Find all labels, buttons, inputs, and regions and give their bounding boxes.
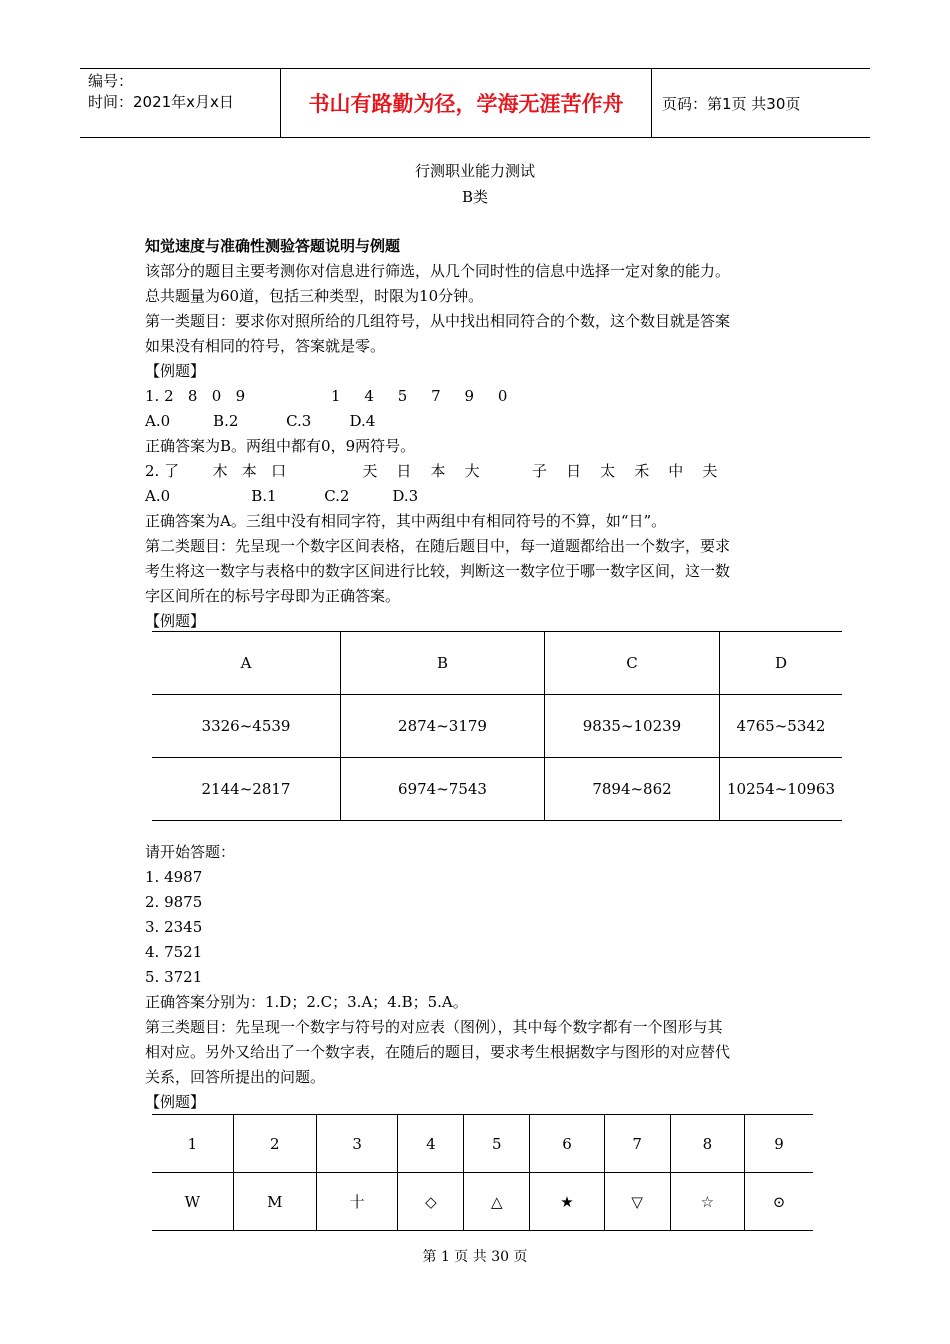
example-label: 【例题】 bbox=[145, 612, 206, 630]
number-cell: 3 bbox=[316, 1115, 398, 1173]
question-1-options: A.0 B.2 C.3 D.4 bbox=[145, 412, 376, 430]
doc-body-continued bbox=[145, 840, 825, 1115]
number-cell: 5 bbox=[464, 1115, 530, 1173]
table-row bbox=[152, 695, 842, 758]
page-footer: 第 1 页 共 30 页 bbox=[422, 1249, 528, 1265]
page-header bbox=[80, 68, 870, 138]
number-cell: 2 bbox=[233, 1115, 316, 1173]
practice-question: 4. 7521 bbox=[145, 943, 203, 961]
paragraph: 关系，回答所提出的问题。 bbox=[145, 1068, 326, 1086]
symbol-cell: ★ bbox=[530, 1173, 605, 1231]
number-cell: 6 bbox=[530, 1115, 605, 1173]
range-table bbox=[152, 631, 842, 821]
table-cell: 4765~5342 bbox=[720, 695, 843, 758]
header-page-info: 页码：第1页 共30页 bbox=[662, 94, 801, 113]
paragraph: 该部分的题目主要考测你对信息进行筛选，从几个同时性的信息中选择一定对象的能力。 bbox=[145, 262, 731, 280]
symbol-cell: ◇ bbox=[398, 1173, 464, 1231]
doc-subtitle: B类 bbox=[461, 188, 489, 206]
table-cell: 3326~4539 bbox=[152, 695, 341, 758]
table-cell: 2144~2817 bbox=[152, 758, 341, 821]
symbol-table bbox=[152, 1114, 813, 1231]
symbol-cell: ☆ bbox=[670, 1173, 745, 1231]
number-cell: 9 bbox=[745, 1115, 813, 1173]
table-row bbox=[152, 758, 842, 821]
paragraph: 第一类题目：要求你对照所给的几组符号，从中找出相同符合的个数，这个数目就是答案 bbox=[145, 312, 731, 330]
number-cell: 1 bbox=[152, 1115, 233, 1173]
practice-question: 5. 3721 bbox=[145, 968, 203, 986]
number-label: 编号： bbox=[88, 72, 134, 90]
question-2: 2. 了 木 本 口 天 日 本 大 子 日 太 禾 中 夫 bbox=[145, 462, 718, 480]
doc-title: 行测职业能力测试 bbox=[414, 162, 535, 180]
table-header-cell: C bbox=[545, 632, 720, 695]
symbol-cell: M bbox=[233, 1173, 316, 1231]
paragraph: 总共题量为60道，包括三种类型，时限为10分钟。 bbox=[145, 287, 484, 305]
symbol-cell: 十 bbox=[316, 1173, 398, 1231]
practice-question: 1. 4987 bbox=[145, 868, 203, 886]
table-cell: 9835~10239 bbox=[545, 695, 720, 758]
doc-body bbox=[145, 234, 825, 634]
symbol-cell: W bbox=[152, 1173, 233, 1231]
paragraph: 字区间所在的标号字母即为正确答案。 bbox=[145, 587, 401, 605]
practice-question: 2. 9875 bbox=[145, 893, 203, 911]
paragraph: 第二类题目：先呈现一个数字区间表格，在随后题目中，每一道题都给出一个数字，要求 bbox=[145, 537, 731, 555]
table-header-cell: B bbox=[341, 632, 545, 695]
paragraph: 第三类题目：先呈现一个数字与符号的对应表（图例），其中每个数字都有一个图形与其 bbox=[145, 1018, 723, 1036]
header-motto: 书山有路勤为径，学海无涯苦作舟 bbox=[280, 69, 652, 137]
question-2-options: A.0 B.1 C.2 D.3 bbox=[145, 487, 419, 505]
time-label: 时间：2021年x月x日 bbox=[88, 93, 234, 111]
table-header-cell: D bbox=[720, 632, 843, 695]
symbol-cell: △ bbox=[464, 1173, 530, 1231]
header-meta bbox=[80, 69, 280, 137]
symbol-cell: ⊙ bbox=[772, 1192, 786, 1211]
question-1: 1. 2 8 0 9 1 4 5 7 9 0 bbox=[145, 387, 508, 405]
question-2-answer: 正确答案为A。三组中没有相同字符，其中两组中有相同符号的不算，如“日”。 bbox=[145, 512, 667, 530]
paragraph: 相对应。另外又给出了一个数字表，在随后的题目，要求考生根据数字与图形的对应替代 bbox=[145, 1043, 731, 1061]
number-cell: 8 bbox=[670, 1115, 745, 1173]
question-1-answer: 正确答案为B。两组中都有0，9两符号。 bbox=[145, 437, 416, 455]
table-cell: 10254~10963 bbox=[726, 780, 835, 798]
table-row bbox=[152, 1115, 813, 1173]
start-label: 请开始答题： bbox=[145, 843, 236, 861]
number-cell: 7 bbox=[604, 1115, 670, 1173]
symbol-cell: ▽ bbox=[604, 1173, 670, 1231]
paragraph: 如果没有相同的符号，答案就是零。 bbox=[145, 337, 386, 355]
table-cell: 6974~7543 bbox=[341, 758, 545, 821]
table-row bbox=[152, 1173, 813, 1231]
table-cell: 2874~3179 bbox=[341, 695, 545, 758]
table-header-cell: A bbox=[152, 632, 341, 695]
answers: 正确答案分别为：1.D；2.C；3.A；4.B；5.A。 bbox=[145, 993, 468, 1011]
table-header-row bbox=[152, 632, 842, 695]
example-label: 【例题】 bbox=[145, 362, 206, 380]
paragraph: 考生将这一数字与表格中的数字区间进行比较，判断这一数字位于哪一数字区间，这一数 bbox=[145, 562, 731, 580]
number-cell: 4 bbox=[398, 1115, 464, 1173]
practice-question: 3. 2345 bbox=[145, 918, 203, 936]
example-label: 【例题】 bbox=[145, 1093, 206, 1111]
table-cell: 7894~862 bbox=[545, 758, 720, 821]
section-title: 知觉速度与准确性测验答题说明与例题 bbox=[145, 237, 401, 255]
